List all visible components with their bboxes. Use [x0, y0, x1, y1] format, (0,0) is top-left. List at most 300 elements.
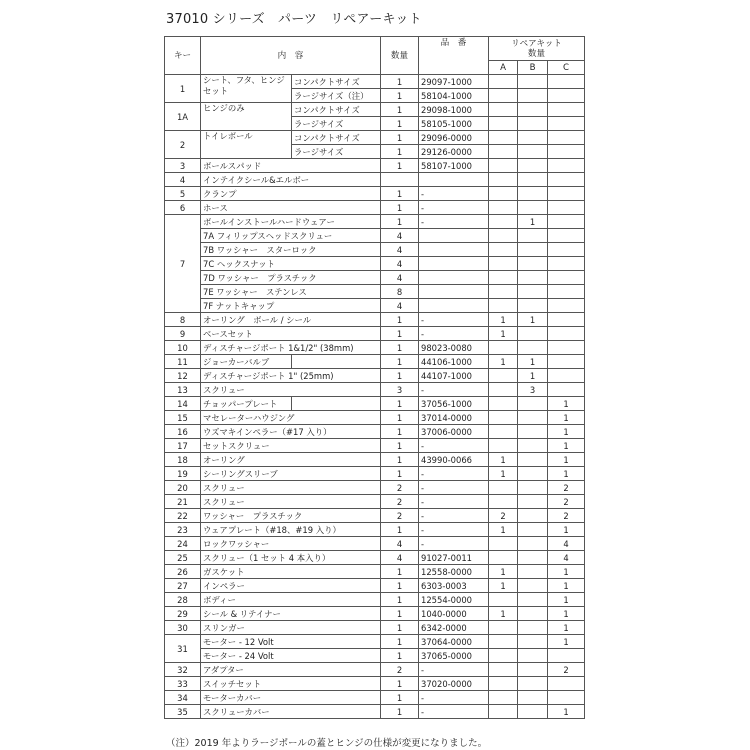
- table-row: [165, 215, 585, 229]
- item-name-cell: ホース: [201, 201, 381, 215]
- kit-a-cell: [489, 537, 518, 551]
- kit-c-cell: [548, 117, 585, 131]
- kit-a-cell: [489, 215, 518, 229]
- item-name-cell: ロックワッシャー: [201, 537, 381, 551]
- item-name-cell: スリンガー: [201, 621, 381, 635]
- kit-c-cell: 1: [548, 425, 585, 439]
- kit-c-cell: 4: [548, 551, 585, 565]
- header-repair-kit-qty: 数量: [527, 48, 546, 59]
- item-name-cell: ディスチャージポート 1" (25mm): [201, 369, 381, 383]
- item-variant-cell: ラージサイズ: [292, 117, 381, 131]
- part-number-cell: [419, 229, 489, 243]
- item-name-cell: アダプター: [201, 663, 381, 677]
- qty-cell: 1: [381, 635, 419, 649]
- kit-b-cell: [518, 481, 548, 495]
- qty-cell: 1: [381, 201, 419, 215]
- item-name-cell: クランプ: [201, 187, 381, 201]
- part-number-cell: -: [419, 327, 489, 341]
- kit-b-cell: 1: [518, 215, 548, 229]
- kit-c-cell: 1: [548, 453, 585, 467]
- qty-cell: 1: [381, 89, 419, 103]
- part-number-cell: -: [419, 523, 489, 537]
- kit-b-cell: [518, 159, 548, 173]
- table-row: [165, 271, 585, 285]
- kit-c-cell: 2: [548, 495, 585, 509]
- kit-c-cell: 1: [548, 523, 585, 537]
- key-cell: 25: [165, 551, 201, 565]
- part-number-cell: 29096-0000: [419, 131, 489, 145]
- table-row: [165, 341, 585, 355]
- item-name-cell: モーター - 24 Volt: [201, 649, 381, 663]
- header-part-number: 品 番: [419, 37, 489, 75]
- qty-cell: 2: [381, 495, 419, 509]
- qty-cell: 1: [381, 103, 419, 117]
- part-number-cell: -: [419, 509, 489, 523]
- key-cell: 10: [165, 341, 201, 355]
- key-cell: 30: [165, 621, 201, 635]
- key-cell: 32: [165, 663, 201, 677]
- kit-a-cell: 1: [489, 467, 518, 481]
- qty-cell: 1: [381, 425, 419, 439]
- kit-a-cell: [489, 173, 518, 187]
- kit-a-cell: [489, 75, 518, 89]
- item-name-cell: 7E ワッシャー ステンレス: [201, 285, 381, 299]
- kit-a-cell: [489, 285, 518, 299]
- kit-a-cell: [489, 117, 518, 131]
- part-number-cell: 29098-1000: [419, 103, 489, 117]
- kit-b-cell: [518, 117, 548, 131]
- kit-c-cell: [548, 145, 585, 159]
- part-number-cell: 37065-0000: [419, 649, 489, 663]
- kit-c-cell: [548, 355, 585, 369]
- kit-a-cell: [489, 677, 518, 691]
- part-number-cell: -: [419, 495, 489, 509]
- kit-b-cell: [518, 411, 548, 425]
- kit-c-cell: 2: [548, 481, 585, 495]
- kit-a-cell: [489, 89, 518, 103]
- table-row: [165, 705, 585, 719]
- table-row: [165, 677, 585, 691]
- page-title: 37010 シリーズ パーツ リペアーキット: [166, 12, 422, 27]
- qty-cell: 1: [381, 453, 419, 467]
- kit-a-cell: [489, 131, 518, 145]
- part-number-cell: 37020-0000: [419, 677, 489, 691]
- kit-b-cell: [518, 425, 548, 439]
- kit-b-cell: [518, 327, 548, 341]
- kit-c-cell: [548, 89, 585, 103]
- part-number-cell: 37056-1000: [419, 397, 489, 411]
- kit-b-cell: [518, 495, 548, 509]
- table-row: [165, 495, 585, 509]
- kit-a-cell: [489, 159, 518, 173]
- item-variant-cell: コンパクトサイズ: [292, 131, 381, 145]
- key-cell: 33: [165, 677, 201, 691]
- table-row: [165, 607, 585, 621]
- table-row: [165, 509, 585, 523]
- kit-b-cell: [518, 565, 548, 579]
- key-cell: 16: [165, 425, 201, 439]
- kit-c-cell: 4: [548, 537, 585, 551]
- kit-a-cell: 1: [489, 327, 518, 341]
- kit-a-cell: 1: [489, 523, 518, 537]
- kit-b-cell: [518, 551, 548, 565]
- qty-cell: 1: [381, 187, 419, 201]
- table-row: [165, 159, 585, 173]
- kit-b-cell: [518, 467, 548, 481]
- kit-a-cell: [489, 397, 518, 411]
- table-row: [165, 635, 585, 649]
- table-row: [165, 425, 585, 439]
- table-row: [165, 593, 585, 607]
- key-cell: 23: [165, 523, 201, 537]
- kit-b-cell: [518, 621, 548, 635]
- kit-c-cell: [548, 75, 585, 89]
- qty-cell: 1: [381, 341, 419, 355]
- kit-b-cell: [518, 607, 548, 621]
- qty-cell: 1: [381, 607, 419, 621]
- item-name-cell: スクリュー: [201, 495, 381, 509]
- part-number-cell: [419, 299, 489, 313]
- key-cell: 6: [165, 201, 201, 215]
- table-row: [165, 131, 585, 145]
- key-cell: 7: [165, 215, 201, 313]
- key-cell: 15: [165, 411, 201, 425]
- kit-a-cell: [489, 621, 518, 635]
- table-row: [165, 439, 585, 453]
- qty-cell: 1: [381, 117, 419, 131]
- table-row: [165, 551, 585, 565]
- table-row: [165, 537, 585, 551]
- kit-a-cell: [489, 551, 518, 565]
- qty-cell: 1: [381, 705, 419, 719]
- qty-cell: 1: [381, 649, 419, 663]
- header-kit-b: B: [518, 61, 548, 75]
- item-name-cell: スクリュー（1 セット 4 本入り）: [201, 551, 381, 565]
- table-row: [165, 453, 585, 467]
- kit-a-cell: [489, 495, 518, 509]
- kit-c-cell: [548, 327, 585, 341]
- empty-cell: [292, 355, 381, 369]
- item-name-cell: ウェアプレート（#18、#19 入り）: [201, 523, 381, 537]
- header-kit-c: C: [548, 61, 585, 75]
- table-row: [165, 313, 585, 327]
- item-name-cell: 7D ワッシャー プラスチック: [201, 271, 381, 285]
- kit-c-cell: 1: [548, 635, 585, 649]
- item-name-cell: インテイクシール&エルボー: [201, 173, 381, 187]
- kit-c-cell: [548, 187, 585, 201]
- item-name-cell: セットスクリュー: [201, 439, 381, 453]
- qty-cell: 1: [381, 397, 419, 411]
- kit-b-cell: [518, 243, 548, 257]
- kit-c-cell: [548, 257, 585, 271]
- part-number-cell: -: [419, 467, 489, 481]
- kit-a-cell: [489, 691, 518, 705]
- kit-a-cell: [489, 649, 518, 663]
- kit-c-cell: [548, 173, 585, 187]
- part-number-cell: [419, 257, 489, 271]
- kit-b-cell: [518, 285, 548, 299]
- kit-c-cell: [548, 649, 585, 663]
- kit-c-cell: 1: [548, 411, 585, 425]
- part-number-cell: [419, 243, 489, 257]
- empty-cell: [292, 397, 381, 411]
- kit-c-cell: [548, 369, 585, 383]
- part-number-cell: -: [419, 187, 489, 201]
- qty-cell: 4: [381, 243, 419, 257]
- kit-c-cell: [548, 215, 585, 229]
- footnote: （注）2019 年よりラージボールの蓋とヒンジの仕様が変更になりました。: [166, 738, 488, 749]
- kit-a-cell: [489, 201, 518, 215]
- kit-a-cell: [489, 257, 518, 271]
- kit-c-cell: [548, 341, 585, 355]
- kit-a-cell: [489, 229, 518, 243]
- qty-cell: 1: [381, 215, 419, 229]
- key-cell: 4: [165, 173, 201, 187]
- kit-a-cell: 1: [489, 355, 518, 369]
- part-number-cell: [419, 173, 489, 187]
- key-cell: 19: [165, 467, 201, 481]
- item-name-cell: ボールスパッド: [201, 159, 381, 173]
- part-number-cell: 58104-1000: [419, 89, 489, 103]
- header-key: キー: [165, 37, 201, 75]
- kit-b-cell: [518, 187, 548, 201]
- part-number-cell: [419, 285, 489, 299]
- kit-a-cell: [489, 663, 518, 677]
- kit-c-cell: 1: [548, 621, 585, 635]
- kit-a-cell: [489, 187, 518, 201]
- kit-c-cell: 1: [548, 705, 585, 719]
- item-variant-cell: コンパクトサイズ: [292, 75, 381, 89]
- key-cell: 1: [165, 75, 201, 103]
- item-name-cell: ボディー: [201, 593, 381, 607]
- qty-cell: 1: [381, 467, 419, 481]
- part-number-cell: -: [419, 537, 489, 551]
- kit-b-cell: [518, 691, 548, 705]
- kit-b-cell: [518, 89, 548, 103]
- item-name-cell: 7A フィリップスヘッドスクリュー: [201, 229, 381, 243]
- table-row: [165, 229, 585, 243]
- part-number-cell: -: [419, 439, 489, 453]
- table-row: [165, 467, 585, 481]
- qty-cell: 1: [381, 355, 419, 369]
- qty-cell: 2: [381, 663, 419, 677]
- kit-b-cell: 1: [518, 369, 548, 383]
- kit-c-cell: [548, 201, 585, 215]
- qty-cell: 2: [381, 509, 419, 523]
- key-cell: 27: [165, 579, 201, 593]
- part-number-cell: 29097-1000: [419, 75, 489, 89]
- qty-cell: 1: [381, 327, 419, 341]
- kit-b-cell: [518, 523, 548, 537]
- kit-b-cell: [518, 593, 548, 607]
- part-number-cell: -: [419, 313, 489, 327]
- kit-b-cell: [518, 705, 548, 719]
- kit-a-cell: [489, 341, 518, 355]
- table-row: [165, 327, 585, 341]
- table-row: [165, 579, 585, 593]
- kit-a-cell: [489, 369, 518, 383]
- kit-c-cell: [548, 131, 585, 145]
- qty-cell: 1: [381, 369, 419, 383]
- item-name-cell: ヒンジのみ: [201, 103, 292, 131]
- kit-c-cell: [548, 243, 585, 257]
- kit-b-cell: [518, 229, 548, 243]
- kit-a-cell: 1: [489, 565, 518, 579]
- kit-c-cell: 1: [548, 607, 585, 621]
- item-name-cell: 7B ワッシャー スターロック: [201, 243, 381, 257]
- key-cell: 35: [165, 705, 201, 719]
- qty-cell: 4: [381, 537, 419, 551]
- kit-a-cell: 1: [489, 453, 518, 467]
- kit-c-cell: 1: [548, 439, 585, 453]
- kit-a-cell: [489, 425, 518, 439]
- item-name-cell: 7F ナットキャップ: [201, 299, 381, 313]
- item-name-cell: シート、フタ、ヒンジセット: [201, 75, 292, 103]
- table-row: [165, 243, 585, 257]
- item-variant-cell: ラージサイズ（注）: [292, 89, 381, 103]
- qty-cell: [381, 173, 419, 187]
- part-number-cell: -: [419, 383, 489, 397]
- key-cell: 1A: [165, 103, 201, 131]
- qty-cell: 1: [381, 313, 419, 327]
- item-name-cell: オーリング: [201, 453, 381, 467]
- part-number-cell: -: [419, 663, 489, 677]
- part-number-cell: 29126-0000: [419, 145, 489, 159]
- kit-b-cell: [518, 663, 548, 677]
- table-row: [165, 691, 585, 705]
- kit-b-cell: [518, 635, 548, 649]
- item-name-cell: シール & リテイナー: [201, 607, 381, 621]
- key-cell: 18: [165, 453, 201, 467]
- qty-cell: 1: [381, 145, 419, 159]
- table-row: [165, 649, 585, 663]
- part-number-cell: 44107-1000: [419, 369, 489, 383]
- item-name-cell: モーターカバー: [201, 691, 381, 705]
- key-cell: 3: [165, 159, 201, 173]
- part-number-cell: 12554-0000: [419, 593, 489, 607]
- key-cell: 21: [165, 495, 201, 509]
- item-name-cell: オーリング ボール / シール: [201, 313, 381, 327]
- item-name-cell: チョッパープレート: [201, 397, 292, 411]
- part-number-cell: 6342-0000: [419, 621, 489, 635]
- item-name-cell: シーリングスリーブ: [201, 467, 381, 481]
- item-name-cell: トイレボール: [201, 131, 292, 159]
- item-name-cell: ベースセット: [201, 327, 381, 341]
- part-number-cell: -: [419, 481, 489, 495]
- kit-a-cell: [489, 411, 518, 425]
- kit-c-cell: [548, 285, 585, 299]
- kit-a-cell: 1: [489, 607, 518, 621]
- qty-cell: 3: [381, 383, 419, 397]
- header-content: 内 容: [201, 37, 381, 75]
- key-cell: 29: [165, 607, 201, 621]
- kit-b-cell: [518, 131, 548, 145]
- table-row: [165, 257, 585, 271]
- item-name-cell: ワッシャー プラスチック: [201, 509, 381, 523]
- key-cell: 9: [165, 327, 201, 341]
- table-row: [165, 411, 585, 425]
- kit-b-cell: [518, 145, 548, 159]
- qty-cell: 1: [381, 593, 419, 607]
- item-name-cell: モーター - 12 Volt: [201, 635, 381, 649]
- item-variant-cell: ラージサイズ: [292, 145, 381, 159]
- item-name-cell: ジョーカーバルブ: [201, 355, 292, 369]
- kit-c-cell: [548, 691, 585, 705]
- part-number-cell: -: [419, 201, 489, 215]
- key-cell: 24: [165, 537, 201, 551]
- qty-cell: 4: [381, 299, 419, 313]
- table-row: [165, 663, 585, 677]
- kit-a-cell: 2: [489, 509, 518, 523]
- kit-c-cell: 1: [548, 397, 585, 411]
- kit-a-cell: [489, 271, 518, 285]
- table-row: [165, 285, 585, 299]
- qty-cell: 1: [381, 579, 419, 593]
- key-cell: 34: [165, 691, 201, 705]
- header-repair-kit-label: リペアキット: [511, 38, 562, 49]
- qty-cell: 1: [381, 159, 419, 173]
- key-cell: 5: [165, 187, 201, 201]
- kit-c-cell: [548, 159, 585, 173]
- kit-a-cell: [489, 243, 518, 257]
- item-name-cell: マセレーターハウジング: [201, 411, 381, 425]
- kit-b-cell: [518, 257, 548, 271]
- kit-a-cell: [489, 705, 518, 719]
- qty-cell: 4: [381, 271, 419, 285]
- table-row: [165, 565, 585, 579]
- kit-c-cell: [548, 313, 585, 327]
- qty-cell: 2: [381, 481, 419, 495]
- key-cell: 13: [165, 383, 201, 397]
- item-name-cell: スイッチセット: [201, 677, 381, 691]
- part-number-cell: 98023-0080: [419, 341, 489, 355]
- kit-a-cell: [489, 145, 518, 159]
- kit-a-cell: [489, 103, 518, 117]
- header-qty: 数量: [381, 37, 419, 75]
- kit-c-cell: 1: [548, 565, 585, 579]
- item-variant-cell: コンパクトサイズ: [292, 103, 381, 117]
- kit-a-cell: [489, 439, 518, 453]
- item-name-cell: スクリュー: [201, 383, 381, 397]
- kit-c-cell: [548, 103, 585, 117]
- key-cell: 17: [165, 439, 201, 453]
- item-name-cell: インペラー: [201, 579, 381, 593]
- kit-a-cell: [489, 481, 518, 495]
- kit-c-cell: [548, 271, 585, 285]
- qty-cell: 1: [381, 523, 419, 537]
- table-row: [165, 187, 585, 201]
- table-row: [165, 383, 585, 397]
- part-number-cell: 58107-1000: [419, 159, 489, 173]
- qty-cell: 4: [381, 257, 419, 271]
- part-number-cell: 43990-0066: [419, 453, 489, 467]
- table-row: [165, 201, 585, 215]
- part-number-cell: [419, 271, 489, 285]
- key-cell: 11: [165, 355, 201, 369]
- kit-b-cell: [518, 537, 548, 551]
- part-number-cell: 37064-0000: [419, 635, 489, 649]
- kit-b-cell: [518, 201, 548, 215]
- qty-cell: 4: [381, 229, 419, 243]
- item-name-cell: ウズマキインペラー（#17 入り）: [201, 425, 381, 439]
- kit-b-cell: [518, 453, 548, 467]
- kit-c-cell: 1: [548, 467, 585, 481]
- kit-c-cell: [548, 299, 585, 313]
- kit-b-cell: [518, 649, 548, 663]
- part-number-cell: 37006-0000: [419, 425, 489, 439]
- part-number-cell: 12558-0000: [419, 565, 489, 579]
- table-row: [165, 173, 585, 187]
